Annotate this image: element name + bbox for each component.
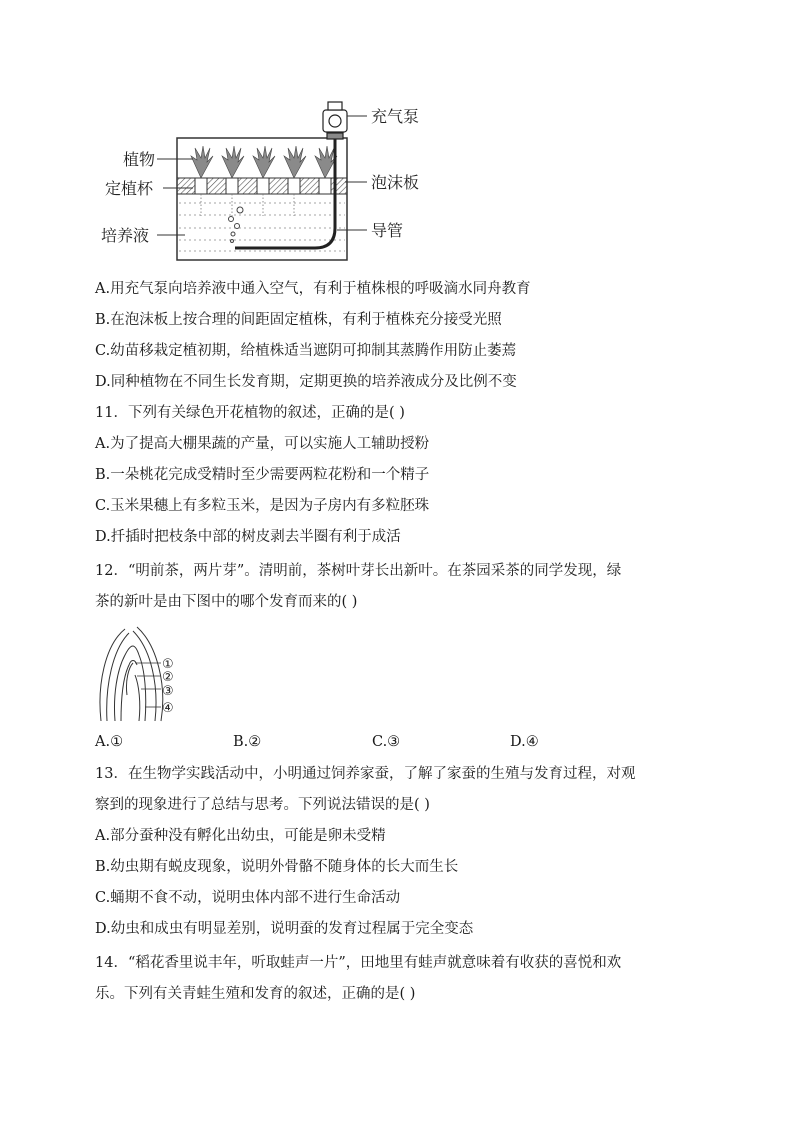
q13-option-d: D.幼虫和成虫有明显差别，说明蚕的发育过程属于完全变态 — [95, 921, 474, 937]
q12-option-a: A.① — [95, 734, 124, 750]
q11-stem: 11．下列有关绿色开花植物的叙述，正确的是( ) — [95, 405, 405, 421]
q11-option-b: B.一朵桃花完成受精时至少需要两粒花粉和一个精子 — [95, 467, 430, 483]
bud-label-3: ③ — [162, 684, 174, 699]
label-tube: 导管 — [371, 221, 404, 240]
q13-option-c: C.蛹期不食不动，说明虫体内部不进行生命活动 — [95, 890, 401, 906]
label-foam: 泡沫板 — [371, 173, 420, 192]
q12-option-c: C.③ — [372, 734, 401, 750]
label-plant: 植物 — [123, 150, 156, 169]
q10-option-c: C.幼苗移栽定植初期，给植株适当遮阴可抑制其蒸腾作用防止萎蔫 — [95, 343, 517, 359]
q14-stem-line2: 乐。下列有关青蛙生殖和发育的叙述，正确的是( ) — [95, 986, 416, 1002]
bud-label-4: ④ — [162, 701, 174, 716]
hydroponic-figure — [95, 98, 455, 266]
q11-option-d: D.扦插时把枝条中部的树皮剥去半圈有利于成活 — [95, 529, 401, 545]
q12-option-b: B.② — [233, 734, 262, 750]
bud-figure — [95, 625, 195, 723]
q10-option-d: D.同种植物在不同生长发育期，定期更换的培养液成分及比例不变 — [95, 374, 517, 390]
q13-stem-line2: 察到的现象进行了总结与思考。下列说法错误的是( ) — [95, 797, 430, 813]
q10-option-b: B.在泡沫板上按合理的间距固定植株，有利于植株充分接受光照 — [95, 312, 502, 328]
q13-stem-line1: 13．在生物学实践活动中，小明通过饲养家蚕，了解了家蚕的生殖与发育过程，对观 — [95, 766, 636, 782]
bud-label-2: ② — [162, 670, 174, 685]
q13-option-a: A.部分蚕种没有孵化出幼虫，可能是卵未受精 — [95, 828, 386, 844]
q12-stem-line2: 茶的新叶是由下图中的哪个发育而来的( ) — [95, 594, 358, 610]
q11-option-c: C.玉米果穗上有多粒玉米，是因为子房内有多粒胚珠 — [95, 498, 430, 514]
q14-stem-line1: 14．“稻花香里说丰年，听取蛙声一片”，田地里有蛙声就意味着有收获的喜悦和欢 — [95, 955, 622, 971]
bud-label-1: ① — [162, 657, 174, 672]
q11-option-a: A.为了提高大棚果蔬的产量，可以实施人工辅助授粉 — [95, 436, 430, 452]
label-cup: 定植杯 — [105, 179, 154, 198]
q12-stem-line1: 12．“明前茶，两片芽”。清明前，茶树叶芽长出新叶。在茶园采茶的同学发现，绿 — [95, 563, 622, 579]
label-solution: 培养液 — [101, 226, 150, 245]
q13-option-b: B.幼虫期有蜕皮现象，说明外骨骼不随身体的长大而生长 — [95, 859, 459, 875]
q12-option-d: D.④ — [510, 734, 539, 750]
label-pump: 充气泵 — [371, 107, 420, 126]
q10-option-a: A.用充气泵向培养液中通入空气，有利于植株根的呼吸滴水同舟教育 — [95, 281, 531, 297]
